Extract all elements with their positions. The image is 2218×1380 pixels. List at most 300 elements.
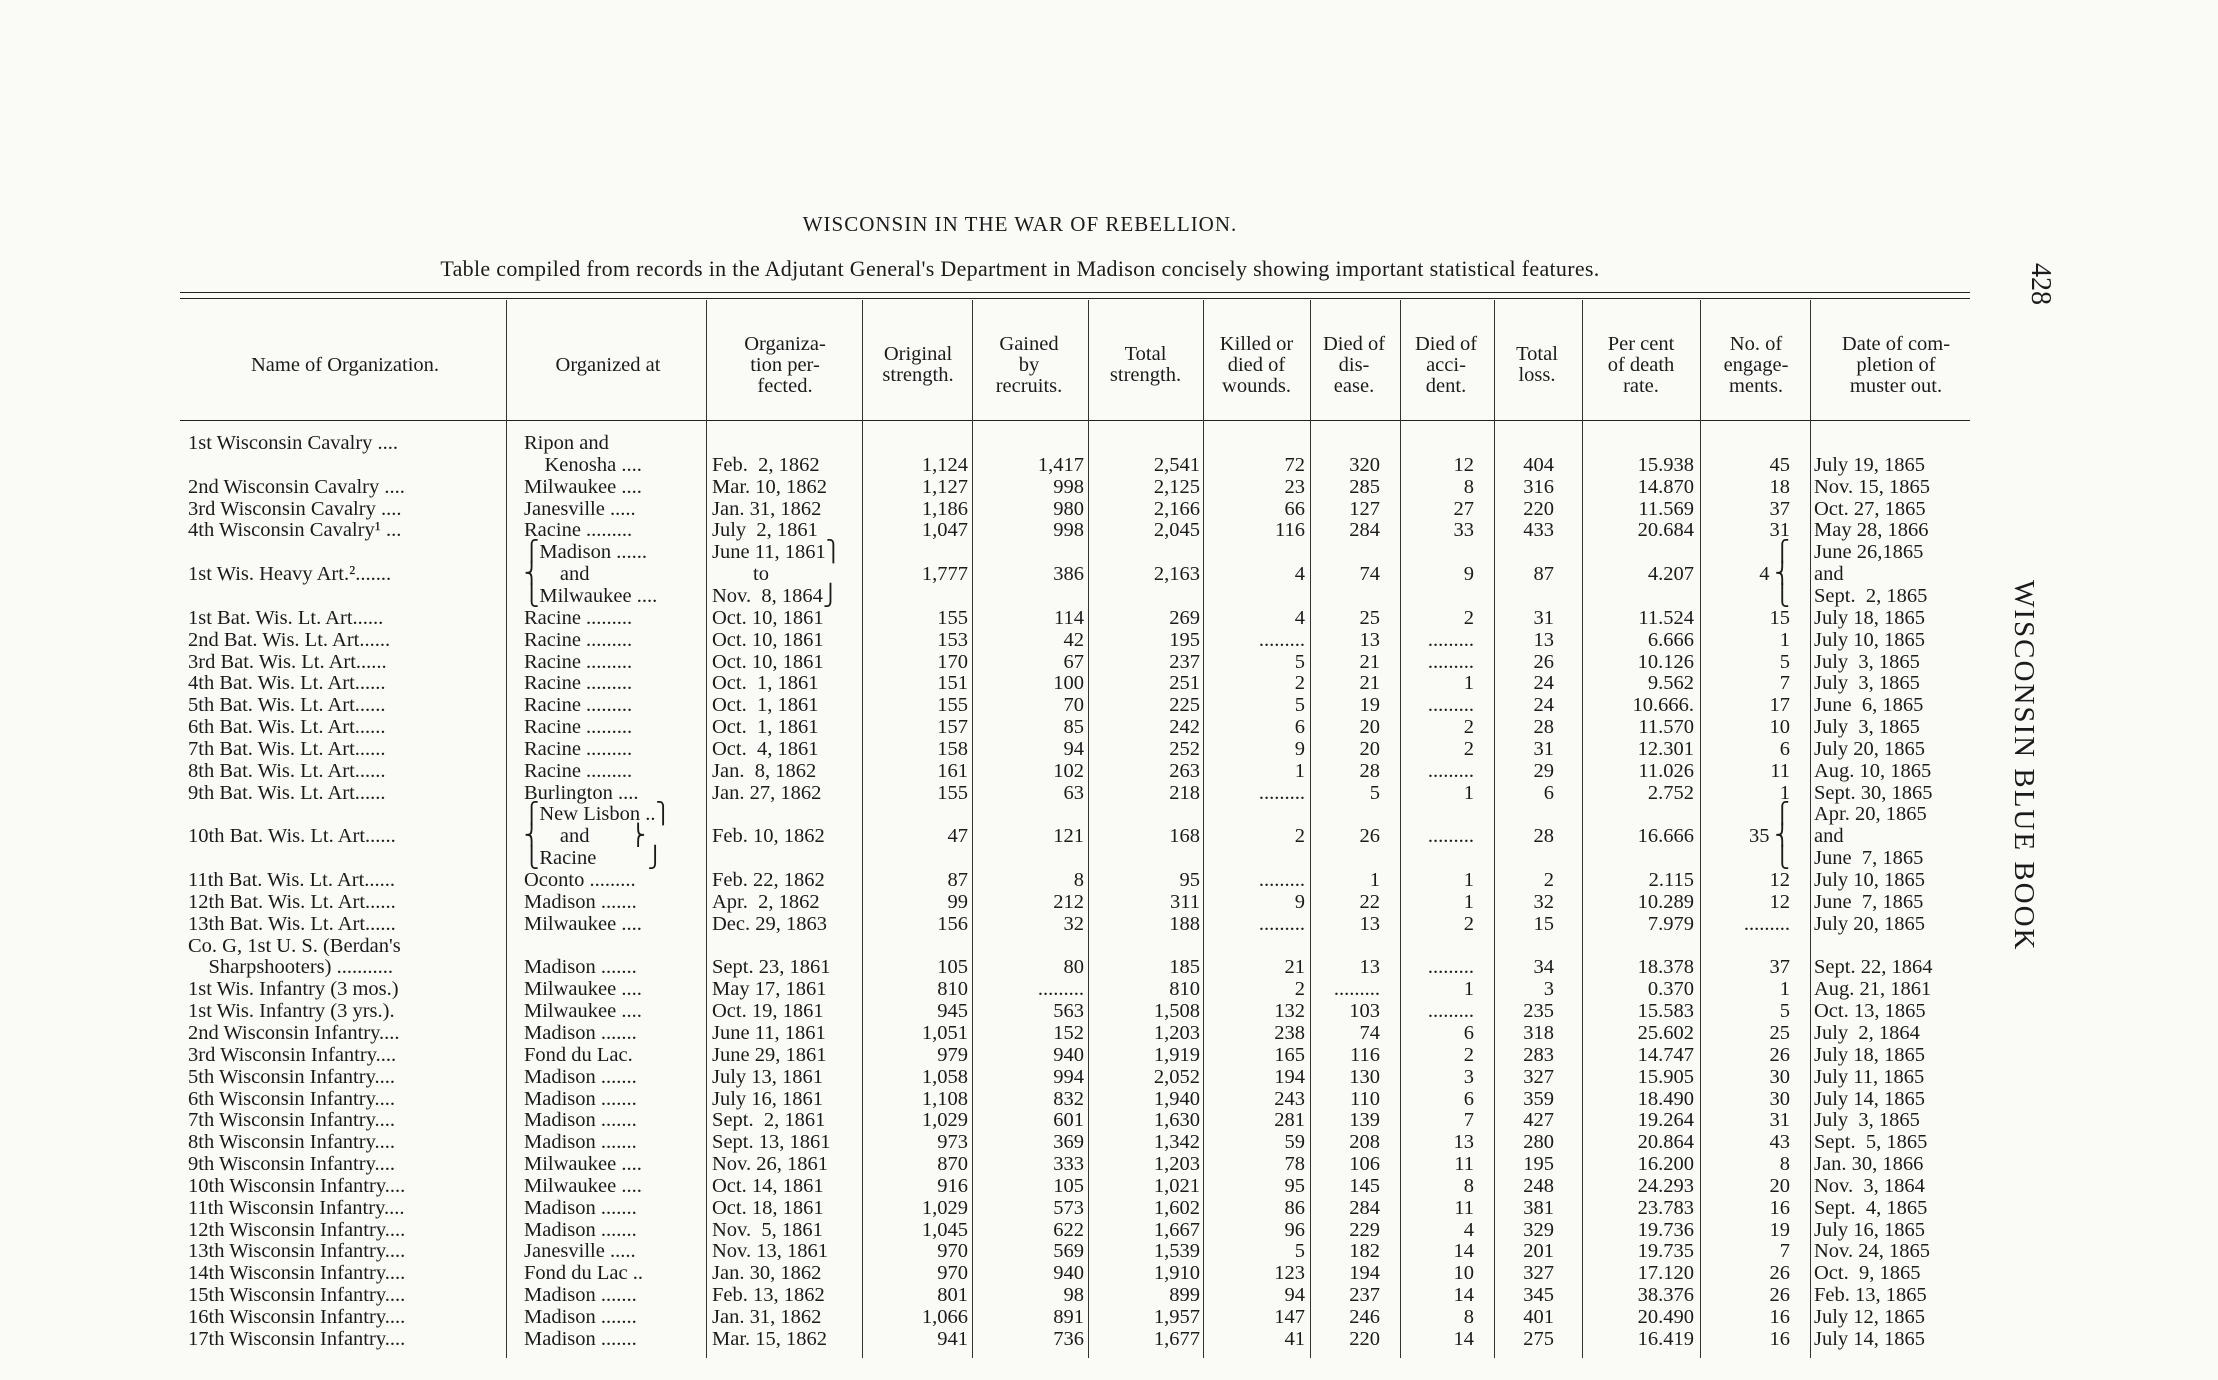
cell-original-strength — [864, 935, 968, 957]
cell-recruits: 998 — [1053, 519, 1084, 542]
cell-killed: 96 — [1284, 1218, 1305, 1241]
cell-disease: 237 — [1349, 1284, 1380, 1307]
table-row — [0, 869, 2000, 891]
cell-name: 11th Bat. Wis. Lt. Art...... — [188, 869, 396, 891]
cell-accident: ......... — [1427, 825, 1474, 848]
table-row — [0, 651, 2000, 673]
cell-total-strength: 1,539 — [1153, 1240, 1200, 1263]
cell-engagements: 18 — [1769, 475, 1790, 498]
table-row — [0, 498, 2000, 520]
cell-total-strength: 269 — [1169, 606, 1200, 629]
cell-engagements: 26 — [1769, 1262, 1790, 1285]
table-row — [0, 1000, 2000, 1022]
cell-recruits: 8 — [1073, 869, 1084, 891]
cell-killed: 72 — [1284, 453, 1305, 476]
cell-perfected: Apr. 2, 1862 — [712, 890, 820, 913]
cell-accident — [1404, 541, 1474, 563]
cell-perfected: Oct. 10, 1861 — [712, 606, 824, 629]
cell-total-loss: 275 — [1523, 1327, 1554, 1350]
cell-original-strength: 1,186 — [921, 497, 968, 520]
cell-disease: 13 — [1359, 912, 1380, 935]
table-row — [0, 1306, 2000, 1328]
cell-muster-out: July 2, 1864 — [1814, 1021, 1920, 1044]
cell-total-loss — [1482, 803, 1554, 825]
table-row — [0, 629, 2000, 651]
cell-original-strength — [864, 541, 968, 563]
cell-killed: 2 — [1294, 825, 1305, 848]
cell-organized-at: Milwaukee .... — [524, 1153, 642, 1176]
cell-perfected: July 16, 1861 — [712, 1087, 824, 1110]
cell-killed: 4 — [1294, 563, 1305, 586]
cell-recruits: 212 — [1053, 890, 1084, 913]
cell-organized-at: Madison ....... — [524, 1284, 637, 1307]
table-row — [0, 913, 2000, 935]
cell-total-strength: 1,667 — [1153, 1218, 1200, 1241]
cell-engagements: 8 — [1779, 1153, 1790, 1176]
cell-total-loss: 404 — [1523, 453, 1554, 476]
cell-perfected: Oct. 4, 1861 — [712, 737, 819, 760]
cell-perfected: Oct. 1, 1861 — [712, 694, 819, 717]
cell-name: 3rd Wisconsin Cavalry .... — [188, 497, 402, 520]
cell-total-strength: 242 — [1169, 716, 1200, 739]
cell-killed — [1205, 935, 1305, 957]
cell-disease — [1312, 541, 1380, 563]
cell-engagements: 15 — [1769, 606, 1790, 629]
cell-death-rate: 10.289 — [1637, 890, 1694, 913]
cell-organized-at: Madison ....... — [524, 1327, 637, 1350]
cell-accident: 3 — [1463, 1065, 1474, 1088]
cell-recruits: 980 — [1053, 497, 1084, 520]
table-row — [0, 563, 2000, 585]
cell-organized-at: Racine ......... — [524, 737, 633, 760]
cell-organized-at: Racine ......... — [524, 519, 633, 542]
cell-total-strength: 1,508 — [1153, 1000, 1200, 1023]
table-row — [0, 1044, 2000, 1066]
cell-death-rate: 11.570 — [1638, 716, 1694, 739]
cell-name: 7th Bat. Wis. Lt. Art...... — [188, 737, 386, 760]
cell-organized-at: ⎩Racine ⎭ — [524, 847, 663, 870]
cell-death-rate: 12.301 — [1637, 737, 1694, 760]
cell-recruits — [976, 935, 1084, 957]
cell-killed: 243 — [1274, 1087, 1305, 1110]
cell-original-strength: 155 — [937, 781, 968, 804]
cell-disease: 1 — [1369, 869, 1380, 891]
cell-perfected: Sept. 2, 1861 — [712, 1109, 826, 1132]
cell-accident: 33 — [1453, 519, 1474, 542]
cell-muster-out: Nov. 3, 1864 — [1814, 1174, 1925, 1197]
cell-muster-out: Sept. 22, 1864 — [1814, 956, 1933, 979]
cell-death-rate: 20.864 — [1637, 1131, 1694, 1154]
cell-muster-out: July 14, 1865 — [1814, 1087, 1926, 1110]
cell-total-strength: 810 — [1169, 978, 1200, 1001]
cell-recruits: 940 — [1053, 1043, 1084, 1066]
cell-recruits: 100 — [1053, 672, 1084, 695]
cell-accident — [1404, 847, 1474, 869]
cell-total-strength: 195 — [1169, 628, 1200, 651]
cell-accident — [1404, 585, 1474, 607]
cell-organized-at: Madison ....... — [524, 956, 637, 979]
cell-killed: 4 — [1294, 606, 1305, 629]
cell-muster-out: and — [1814, 825, 1844, 848]
cell-original-strength: 941 — [937, 1327, 968, 1350]
cell-perfected: Oct. 18, 1861 — [712, 1196, 824, 1219]
cell-original-strength: 970 — [937, 1262, 968, 1285]
cell-total-strength: 1,602 — [1153, 1196, 1200, 1219]
cell-organized-at: Milwaukee .... — [524, 978, 642, 1001]
cell-accident: 8 — [1463, 475, 1474, 498]
table-row — [0, 803, 2000, 825]
cell-perfected — [712, 935, 860, 957]
cell-perfected: Mar. 15, 1862 — [712, 1327, 828, 1350]
cell-total-strength: 237 — [1169, 650, 1200, 673]
cell-original-strength: 47 — [947, 825, 968, 848]
cell-muster-out: Oct. 9, 1865 — [1814, 1262, 1921, 1285]
cell-original-strength — [864, 847, 968, 869]
cell-organized-at: Madison ....... — [524, 1131, 637, 1154]
cell-muster-out: July 18, 1865 — [1814, 606, 1926, 629]
cell-name: Co. G, 1st U. S. (Berdan's — [188, 934, 401, 957]
cell-killed: 5 — [1294, 694, 1305, 717]
cell-recruits: 70 — [1063, 694, 1084, 717]
cell-perfected: Feb. 13, 1862 — [712, 1284, 825, 1307]
cell-muster-out: July 20, 1865 — [1814, 912, 1926, 935]
cell-killed: 78 — [1284, 1153, 1305, 1176]
cell-killed: 6 — [1294, 716, 1305, 739]
cell-recruits: 42 — [1063, 628, 1084, 651]
cell-accident: ......... — [1427, 650, 1474, 673]
cell-muster-out: July 12, 1865 — [1814, 1306, 1926, 1328]
cell-accident: 1 — [1463, 781, 1474, 804]
cell-killed — [1205, 432, 1305, 454]
cell-organized-at: ⎨ and — [524, 563, 590, 586]
cell-original-strength: 1,108 — [921, 1087, 968, 1110]
column-header-disease: Died of dis- ease. — [1322, 332, 1386, 397]
cell-original-strength — [864, 432, 968, 454]
cell-name: 13th Bat. Wis. Lt. Art...... — [188, 912, 396, 935]
cell-name: 17th Wisconsin Infantry.... — [188, 1327, 406, 1350]
cell-accident: ......... — [1427, 759, 1474, 782]
cell-death-rate: 2.752 — [1647, 781, 1694, 804]
cell-disease: 28 — [1359, 759, 1380, 782]
cell-organized-at: Racine ......... — [524, 606, 633, 629]
cell-accident: 11 — [1454, 1196, 1474, 1219]
cell-total-strength: 1,630 — [1153, 1109, 1200, 1132]
cell-name: 9th Wisconsin Infantry.... — [188, 1153, 395, 1176]
cell-killed: ......... — [1258, 869, 1305, 891]
cell-engagements — [1706, 935, 1790, 957]
cell-recruits: 622 — [1053, 1218, 1084, 1241]
cell-recruits: 105 — [1053, 1174, 1084, 1197]
cell-killed: ......... — [1258, 781, 1305, 804]
cell-recruits: 63 — [1063, 781, 1084, 804]
cell-death-rate: 16.200 — [1637, 1153, 1694, 1176]
cell-disease: 229 — [1349, 1218, 1380, 1241]
cell-perfected: Oct. 19, 1861 — [712, 1000, 824, 1023]
cell-name: 10th Bat. Wis. Lt. Art...... — [188, 825, 396, 848]
cell-killed: 165 — [1274, 1043, 1305, 1066]
cell-recruits: ......... — [1037, 978, 1084, 1001]
cell-death-rate: 14.747 — [1637, 1043, 1694, 1066]
table-row — [0, 694, 2000, 716]
cell-accident — [1404, 803, 1474, 825]
cell-killed — [1205, 847, 1305, 869]
cell-muster-out: Aug. 10, 1865 — [1814, 759, 1932, 782]
cell-recruits: 573 — [1053, 1196, 1084, 1219]
cell-total-strength: 2,045 — [1153, 519, 1200, 542]
table-row — [0, 672, 2000, 694]
cell-total-strength — [1090, 803, 1200, 825]
cell-killed: 95 — [1284, 1174, 1305, 1197]
cell-total-loss: 318 — [1523, 1021, 1554, 1044]
cell-name: 5th Wisconsin Infantry.... — [188, 1065, 395, 1088]
cell-muster-out: Oct. 27, 1865 — [1814, 497, 1926, 520]
cell-muster-out: July 3, 1865 — [1814, 650, 1920, 673]
cell-recruits: 998 — [1053, 475, 1084, 498]
cell-perfected: Jan. 31, 1862 — [712, 497, 822, 520]
table-row — [0, 1131, 2000, 1153]
cell-organized-at: Burlington .... — [524, 781, 639, 804]
cell-death-rate: 19.264 — [1637, 1109, 1694, 1132]
cell-name: 11th Wisconsin Infantry.... — [188, 1196, 405, 1219]
cell-total-strength — [1090, 935, 1200, 957]
cell-muster-out: July 3, 1865 — [1814, 1109, 1920, 1132]
cell-engagements — [1706, 432, 1790, 454]
cell-organized-at: Madison ....... — [524, 1218, 637, 1241]
cell-recruits: 1,417 — [1037, 453, 1084, 476]
cell-organized-at: Milwaukee .... — [524, 475, 642, 498]
cell-death-rate: 18.490 — [1637, 1087, 1694, 1110]
cell-original-strength: 916 — [937, 1174, 968, 1197]
cell-recruits: 940 — [1053, 1262, 1084, 1285]
cell-original-strength: 151 — [937, 672, 968, 695]
cell-recruits: 121 — [1053, 825, 1084, 848]
table-row — [0, 956, 2000, 978]
cell-total-strength: 2,125 — [1153, 475, 1200, 498]
cell-muster-out: Sept. 5, 1865 — [1814, 1131, 1928, 1154]
cell-perfected: Jan. 30, 1862 — [712, 1262, 822, 1285]
cell-killed: ......... — [1258, 628, 1305, 651]
cell-killed: 2 — [1294, 978, 1305, 1001]
cell-muster-out: July 20, 1865 — [1814, 737, 1926, 760]
cell-recruits: 601 — [1053, 1109, 1084, 1132]
cell-original-strength: 979 — [937, 1043, 968, 1066]
cell-death-rate — [1574, 847, 1694, 869]
cell-original-strength: 1,051 — [921, 1021, 968, 1044]
cell-killed: 66 — [1284, 497, 1305, 520]
book-title: WISCONSIN BLUE BOOK — [2008, 580, 2040, 952]
cell-death-rate: 7.979 — [1647, 912, 1694, 935]
cell-disease: 106 — [1349, 1153, 1380, 1176]
cell-perfected: July 2, 1861 — [712, 519, 818, 542]
cell-total-loss: 3 — [1543, 978, 1554, 1001]
cell-perfected — [712, 803, 860, 825]
cell-death-rate: 20.684 — [1637, 519, 1694, 542]
cell-recruits — [976, 585, 1084, 607]
cell-total-loss: 87 — [1533, 563, 1554, 586]
cell-engagements: 10 — [1769, 716, 1790, 739]
cell-accident: 13 — [1453, 1131, 1474, 1154]
cell-name: 1st Wis. Infantry (3 yrs.). — [188, 1000, 395, 1023]
cell-engagements: 35 ⎨ — [1749, 825, 1790, 848]
cell-original-strength: 158 — [937, 737, 968, 760]
cell-recruits: 569 — [1053, 1240, 1084, 1263]
cell-original-strength: 155 — [937, 694, 968, 717]
cell-total-strength — [1090, 847, 1200, 869]
cell-accident: 14 — [1453, 1284, 1474, 1307]
cell-organized-at: Milwaukee .... — [524, 912, 642, 935]
cell-perfected: Sept. 13, 1861 — [712, 1131, 831, 1154]
cell-organized-at: Ripon and — [524, 432, 609, 454]
cell-recruits: 94 — [1063, 737, 1084, 760]
cell-killed: 2 — [1294, 672, 1305, 695]
cell-engagements: 37 — [1769, 497, 1790, 520]
cell-engagements: 11 — [1770, 759, 1790, 782]
cell-killed: 5 — [1294, 650, 1305, 673]
cell-total-loss: 381 — [1523, 1196, 1554, 1219]
cell-organized-at — [524, 935, 704, 957]
cell-recruits: 994 — [1053, 1065, 1084, 1088]
cell-killed: 281 — [1274, 1109, 1305, 1132]
cell-perfected: Nov. 26, 1861 — [712, 1153, 828, 1176]
cell-total-strength: 1,919 — [1153, 1043, 1200, 1066]
cell-perfected: Feb. 2, 1862 — [712, 453, 820, 476]
cell-accident: ......... — [1427, 956, 1474, 979]
cell-total-strength — [1090, 585, 1200, 607]
cell-original-strength: 1,045 — [921, 1218, 968, 1241]
cell-name: 3rd Wisconsin Infantry.... — [188, 1043, 397, 1066]
cell-total-loss: 316 — [1523, 475, 1554, 498]
cell-original-strength: 1,047 — [921, 519, 968, 542]
table-row — [0, 1109, 2000, 1131]
cell-recruits: 98 — [1063, 1284, 1084, 1307]
cell-engagements: 20 — [1769, 1174, 1790, 1197]
cell-accident: 11 — [1454, 1153, 1474, 1176]
cell-muster-out: July 14, 1865 — [1814, 1327, 1926, 1350]
cell-total-loss: 15 — [1533, 912, 1554, 935]
cell-name: 9th Bat. Wis. Lt. Art...... — [188, 781, 386, 804]
cell-total-strength: 1,342 — [1153, 1131, 1200, 1154]
cell-disease: 116 — [1350, 1043, 1380, 1066]
cell-death-rate: 19.735 — [1637, 1240, 1694, 1263]
cell-killed: 147 — [1274, 1306, 1305, 1328]
cell-perfected: Nov. 5, 1861 — [712, 1218, 823, 1241]
cell-perfected: Dec. 29, 1863 — [712, 912, 828, 935]
cell-death-rate: 11.524 — [1638, 606, 1694, 629]
cell-original-strength: 157 — [937, 716, 968, 739]
cell-total-strength: 1,677 — [1153, 1327, 1200, 1350]
cell-engagements: 19 — [1769, 1218, 1790, 1241]
cell-engagements: 7 — [1779, 1240, 1790, 1263]
cell-muster-out: June 7, 1865 — [1814, 847, 1924, 870]
cell-total-loss — [1482, 432, 1554, 454]
cell-killed: 9 — [1294, 890, 1305, 913]
cell-killed — [1205, 541, 1305, 563]
cell-name: Sharpshooters) ........... — [188, 956, 393, 979]
cell-muster-out: May 28, 1866 — [1814, 519, 1929, 542]
cell-death-rate: 10.126 — [1637, 650, 1694, 673]
column-header-death-rate: Per cent of death rate. — [1607, 332, 1675, 397]
cell-death-rate: 38.376 — [1637, 1284, 1694, 1307]
table-caption: Table compiled from records in the Adjutant General's Department in Madison concisely showing important statistical features. — [440, 256, 1600, 281]
cell-killed: 116 — [1275, 519, 1305, 542]
cell-total-strength: 1,940 — [1153, 1087, 1200, 1110]
cell-disease: 130 — [1349, 1065, 1380, 1088]
cell-original-strength: 99 — [947, 890, 968, 913]
cell-accident: ......... — [1427, 1000, 1474, 1023]
cell-organized-at: Racine ......... — [524, 694, 633, 717]
table-row — [0, 454, 2000, 476]
cell-total-loss: 327 — [1523, 1065, 1554, 1088]
cell-accident: 1 — [1463, 672, 1474, 695]
cell-original-strength: 1,066 — [921, 1306, 968, 1328]
cell-death-rate: 0.370 — [1647, 978, 1694, 1001]
cell-perfected: Oct. 10, 1861 — [712, 650, 824, 673]
cell-name — [188, 803, 508, 825]
cell-engagements: ⎧ — [1774, 803, 1790, 826]
cell-death-rate: 17.120 — [1637, 1262, 1694, 1285]
cell-killed: 238 — [1274, 1021, 1305, 1044]
cell-disease: 103 — [1349, 1000, 1380, 1023]
cell-muster-out: Oct. 13, 1865 — [1814, 1000, 1926, 1023]
cell-accident: 8 — [1463, 1174, 1474, 1197]
cell-total-loss: 401 — [1523, 1306, 1554, 1328]
cell-original-strength — [864, 803, 968, 825]
cell-disease: 284 — [1349, 1196, 1380, 1219]
cell-perfected: June 11, 1861⎫ — [712, 541, 842, 564]
cell-original-strength: 870 — [937, 1153, 968, 1176]
column-header-accident: Died of acci- dent. — [1414, 332, 1478, 397]
cell-disease: 21 — [1359, 650, 1380, 673]
cell-accident: 9 — [1463, 563, 1474, 586]
cell-disease: 246 — [1349, 1306, 1380, 1328]
cell-engagements: ⎩ — [1774, 847, 1790, 870]
table-row — [0, 782, 2000, 804]
cell-total-strength: 185 — [1169, 956, 1200, 979]
table-row — [0, 738, 2000, 760]
cell-disease: ......... — [1333, 978, 1380, 1001]
top-rule — [180, 292, 1970, 293]
cell-name — [188, 847, 508, 869]
cell-engagements: 17 — [1769, 694, 1790, 717]
cell-recruits: 832 — [1053, 1087, 1084, 1110]
cell-total-strength: 225 — [1169, 694, 1200, 717]
cell-original-strength: 945 — [937, 1000, 968, 1023]
cell-death-rate: 23.783 — [1637, 1196, 1694, 1219]
table-row — [0, 1175, 2000, 1197]
cell-recruits: 333 — [1053, 1153, 1084, 1176]
cell-disease: 284 — [1349, 519, 1380, 542]
cell-total-loss: 6 — [1543, 781, 1554, 804]
cell-total-loss: 283 — [1523, 1043, 1554, 1066]
cell-accident: 14 — [1453, 1240, 1474, 1263]
cell-muster-out: June 6, 1865 — [1814, 694, 1924, 717]
cell-organized-at: Janesville ..... — [524, 1240, 636, 1263]
cell-disease: 194 — [1349, 1262, 1380, 1285]
cell-recruits: 102 — [1053, 759, 1084, 782]
cell-original-strength: 170 — [937, 650, 968, 673]
cell-organized-at: Fond du Lac .. — [524, 1262, 643, 1285]
table-row — [0, 891, 2000, 913]
cell-recruits: 32 — [1063, 912, 1084, 935]
header-rule — [180, 420, 1970, 421]
cell-name: 13th Wisconsin Infantry.... — [188, 1240, 406, 1263]
cell-death-rate: 18.378 — [1637, 956, 1694, 979]
cell-killed: 59 — [1284, 1131, 1305, 1154]
cell-disease: 25 — [1359, 606, 1380, 629]
cell-name: 1st Wisconsin Cavalry .... — [188, 432, 399, 454]
cell-disease — [1312, 585, 1380, 607]
cell-organized-at: Kenosha .... — [524, 453, 642, 476]
